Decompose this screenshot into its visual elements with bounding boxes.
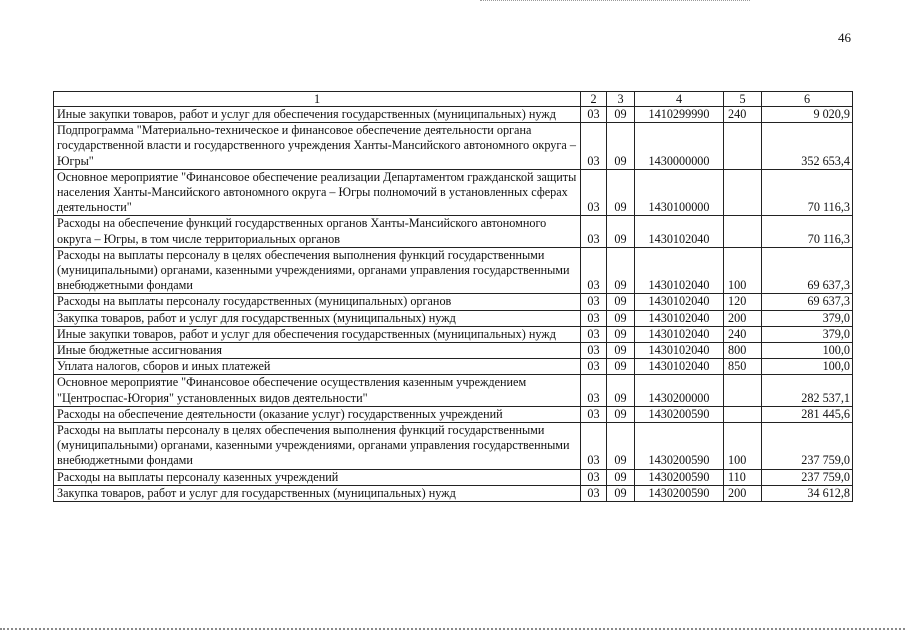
row-name-cell: Расходы на выплаты персоналу в целях обеспечения выполнения функций государственными (муниципальными) органами, казенными учреждениями, органами управления государственными внебюджетными фондами: [54, 247, 581, 294]
row-section-cell: 03: [581, 294, 607, 310]
row-target-code-cell: 1430200590: [635, 485, 724, 501]
row-subsection-cell: 09: [607, 216, 635, 247]
row-subsection-cell: 09: [607, 469, 635, 485]
budget-table: [53, 91, 853, 502]
row-amount-cell: 282 537,1: [762, 375, 853, 406]
row-expense-type-cell: [724, 375, 762, 406]
row-amount-cell: 70 116,3: [762, 216, 853, 247]
table-row: [54, 485, 853, 501]
table-row: [54, 343, 853, 359]
row-name-cell: Основное мероприятие "Финансовое обеспечение реализации Департаментом гражданской защиты населения Ханты-Мансийского автономного округа – Югры полномочий в установленных сферах деятельности": [54, 169, 581, 216]
row-subsection-cell: 09: [607, 169, 635, 216]
row-section-cell: 03: [581, 359, 607, 375]
row-name-cell: Расходы на обеспечение функций государственных органов Ханты-Мансийского автономного округа – Югры, в том числе территориальных органов: [54, 216, 581, 247]
row-amount-cell: 379,0: [762, 310, 853, 326]
row-target-code-cell: 1430102040: [635, 216, 724, 247]
row-name-cell: Расходы на выплаты персоналу казенных учреждений: [54, 469, 581, 485]
table-row: [54, 359, 853, 375]
row-name-cell: Расходы на обеспечение деятельности (оказание услуг) государственных учреждений: [54, 406, 581, 422]
row-name-cell: Закупка товаров, работ и услуг для государственных (муниципальных) нужд: [54, 485, 581, 501]
row-section-cell: 03: [581, 406, 607, 422]
row-amount-cell: 70 116,3: [762, 169, 853, 216]
row-section-cell: 03: [581, 343, 607, 359]
row-subsection-cell: 09: [607, 359, 635, 375]
row-name-cell: Расходы на выплаты персоналу в целях обеспечения выполнения функций государственными (муниципальными) органами, казенными учреждениями, органами управления государственными внебюджетными фондами: [54, 423, 581, 470]
page-number: 46: [838, 30, 851, 45]
row-target-code-cell: 1430102040: [635, 294, 724, 310]
row-target-code-cell: 1430200000: [635, 375, 724, 406]
row-section-cell: 03: [581, 310, 607, 326]
scan-edge-top: [480, 0, 750, 4]
row-target-code-cell: 1430200590: [635, 406, 724, 422]
row-name-cell: Уплата налогов, сборов и иных платежей: [54, 359, 581, 375]
row-expense-type-cell: [724, 169, 762, 216]
row-target-code-cell: 1430102040: [635, 343, 724, 359]
row-name-cell: Основное мероприятие "Финансовое обеспечение осуществления казенным учреждением "Центроспас-Югория" установленных видов деятельности": [54, 375, 581, 406]
row-section-cell: 03: [581, 469, 607, 485]
row-amount-cell: 281 445,6: [762, 406, 853, 422]
row-amount-cell: 9 020,9: [762, 107, 853, 123]
row-target-code-cell: 1430100000: [635, 169, 724, 216]
header-cell: 1: [54, 92, 581, 107]
row-subsection-cell: 09: [607, 375, 635, 406]
row-expense-type-cell: [724, 216, 762, 247]
header-cell: 6: [762, 92, 853, 107]
row-subsection-cell: 09: [607, 310, 635, 326]
table-header-row: [54, 92, 853, 107]
row-subsection-cell: 09: [607, 423, 635, 470]
row-target-code-cell: 1430102040: [635, 326, 724, 342]
row-amount-cell: 237 759,0: [762, 423, 853, 470]
row-subsection-cell: 09: [607, 247, 635, 294]
row-name-cell: Расходы на выплаты персоналу государственных (муниципальных) органов: [54, 294, 581, 310]
row-section-cell: 03: [581, 326, 607, 342]
table-row: [54, 294, 853, 310]
row-name-cell: Иные закупки товаров, работ и услуг для обеспечения государственных (муниципальных) нужд: [54, 326, 581, 342]
row-section-cell: 03: [581, 423, 607, 470]
row-expense-type-cell: [724, 123, 762, 170]
table-row: [54, 326, 853, 342]
row-section-cell: 03: [581, 375, 607, 406]
row-name-cell: Закупка товаров, работ и услуг для государственных (муниципальных) нужд: [54, 310, 581, 326]
table-row: [54, 123, 853, 170]
row-section-cell: 03: [581, 107, 607, 123]
row-target-code-cell: 1430102040: [635, 247, 724, 294]
table-row: [54, 169, 853, 216]
table-row: [54, 406, 853, 422]
row-target-code-cell: 1430000000: [635, 123, 724, 170]
row-expense-type-cell: 200: [724, 310, 762, 326]
row-expense-type-cell: 850: [724, 359, 762, 375]
row-subsection-cell: 09: [607, 326, 635, 342]
row-amount-cell: 237 759,0: [762, 469, 853, 485]
row-subsection-cell: 09: [607, 107, 635, 123]
row-expense-type-cell: 100: [724, 247, 762, 294]
row-section-cell: 03: [581, 247, 607, 294]
row-section-cell: 03: [581, 169, 607, 216]
row-target-code-cell: 1430200590: [635, 469, 724, 485]
row-amount-cell: 100,0: [762, 343, 853, 359]
table-row: [54, 107, 853, 123]
row-expense-type-cell: 200: [724, 485, 762, 501]
row-amount-cell: 69 637,3: [762, 294, 853, 310]
row-subsection-cell: 09: [607, 485, 635, 501]
row-expense-type-cell: 240: [724, 326, 762, 342]
row-target-code-cell: 1430102040: [635, 310, 724, 326]
row-amount-cell: 379,0: [762, 326, 853, 342]
row-name-cell: Подпрограмма "Материально-техническое и финансовое обеспечение деятельности органа государственной власти и государственного учреждения Ханты-Мансийского автономного округа – Югры": [54, 123, 581, 170]
row-amount-cell: 100,0: [762, 359, 853, 375]
row-target-code-cell: 1430102040: [635, 359, 724, 375]
table-row: [54, 469, 853, 485]
table-row: [54, 216, 853, 247]
header-cell: 2: [581, 92, 607, 107]
row-subsection-cell: 09: [607, 406, 635, 422]
row-subsection-cell: 09: [607, 123, 635, 170]
row-section-cell: 03: [581, 123, 607, 170]
row-expense-type-cell: 800: [724, 343, 762, 359]
row-expense-type-cell: 100: [724, 423, 762, 470]
row-subsection-cell: 09: [607, 343, 635, 359]
row-subsection-cell: 09: [607, 294, 635, 310]
header-cell: 5: [724, 92, 762, 107]
table-row: [54, 310, 853, 326]
row-amount-cell: 352 653,4: [762, 123, 853, 170]
row-name-cell: Иные закупки товаров, работ и услуг для обеспечения государственных (муниципальных) нужд: [54, 107, 581, 123]
table-row: [54, 423, 853, 470]
row-expense-type-cell: 240: [724, 107, 762, 123]
table-row: [54, 375, 853, 406]
row-expense-type-cell: 110: [724, 469, 762, 485]
row-amount-cell: 34 612,8: [762, 485, 853, 501]
row-expense-type-cell: 120: [724, 294, 762, 310]
row-section-cell: 03: [581, 485, 607, 501]
header-cell: 4: [635, 92, 724, 107]
table-row: [54, 247, 853, 294]
row-expense-type-cell: [724, 406, 762, 422]
row-section-cell: 03: [581, 216, 607, 247]
row-name-cell: Иные бюджетные ассигнования: [54, 343, 581, 359]
table-body: [54, 92, 853, 502]
row-amount-cell: 69 637,3: [762, 247, 853, 294]
header-cell: 3: [607, 92, 635, 107]
row-target-code-cell: 1410299990: [635, 107, 724, 123]
row-target-code-cell: 1430200590: [635, 423, 724, 470]
scan-edge-bottom: [0, 628, 905, 634]
